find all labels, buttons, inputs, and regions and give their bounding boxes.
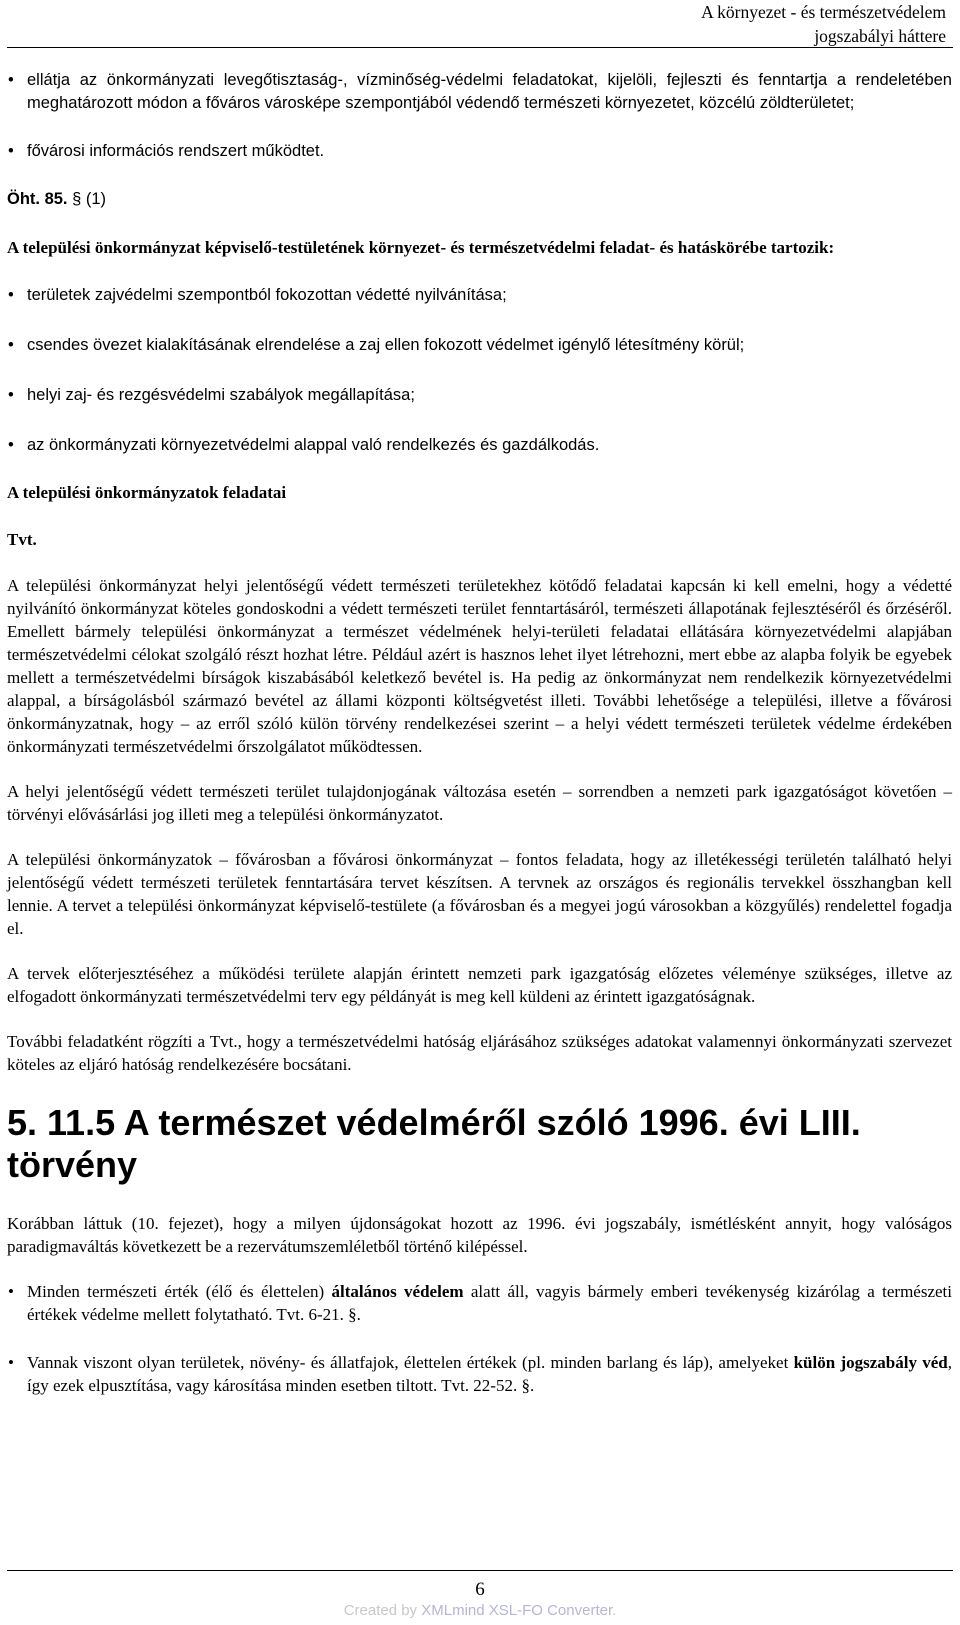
page-body (7, 69, 952, 1422)
section-list (7, 1280, 952, 1397)
list-item: • az önkormányzati környezetvédelmi alappal való rendelkezés és gazdálkodás. (7, 434, 952, 457)
body-paragraph: A tervek előterjesztéséhez a működési területe alapján érintett nemzeti park igazgatóság előzetes véleménye szükséges, illetve az elfogadott önkormányzati természetvédelmi terv egy példányát is meg kell küldeni az érintett igazgatóságnak. (7, 964, 952, 1006)
running-header (0, 0, 946, 48)
generator-credit-link[interactable]: XMLmind XSL-FO Converter (421, 1602, 613, 1619)
header-subtitle: jogszabályi háttere (814, 26, 946, 46)
body-paragraph: A települési önkormányzat helyi jelentőségű védett természeti területekhez kötődő feladatai kapcsán ki kell emelni, hogy a védetté nyilvánító önkormányzat köteles gondoskodni a védett természeti terület fenntartásáról, természeti állapotának fejlesztéséről és őrzéséről. Emellett bármely települési önkormányzat a természet védelmének helyi-területi feladatai ellátására környezetvédelmi alapjában természetvédelmi célokat szolgáló részt hozhat létre. Például azért is hasznos lehet ilyet létrehozni, mert ebbe az alapba folyik be egyebek mellett a természetvédelmi bírságok kiszabásából keletkező bevétel is. Ha pedig az önkormányzat nem rendelkezik környezetvédelmi alappal, a bírságolásból származó bevétel az állami központi költségvetést illeti. További lehetősége a települési, illetve a fővárosi önkormányzatnak, hogy – az erről szóló külön törvény rendelkezései szerint – a helyi védett természeti területek védelme érdekében önkormányzati természetvédelmi őrszolgálatot működtessen. (7, 576, 952, 756)
list-item: • fővárosi információs rendszert működtet. (7, 140, 952, 163)
competence-list (7, 284, 952, 457)
law-reference-label: Öht. 85. (7, 190, 68, 208)
law-reference-section: § (1) (67, 190, 107, 208)
list-item: • helyi zaj- és rezgésvédelmi szabályok megállapítása; (7, 384, 952, 407)
body-paragraph: A települési önkormányzatok – fővárosban a fővárosi önkormányzat – fontos feladata, hogy az illetékességi területén található helyi jelentőségű védett természeti területek fenntartására tervet készítsen. A tervnek az országos és regionális tervekkel összhangban kell lennie. A tervet a települési önkormányzat képviselő-testülete (a fővárosban és a megyei jogú városokban a közgyűlés) rendelettel fogadja el. (7, 850, 952, 938)
list-item: • csendes övezet kialakításának elrendelése a zaj ellen fokozott védelmet igénylő létesítmény körül; (7, 334, 952, 357)
law-reference-tvt: Tvt. (7, 530, 37, 549)
generator-credit: Created by XMLmind XSL-FO Converter. (343, 1602, 617, 1619)
list-item: • területek zajvédelmi szempontból fokozottan védetté nyilvánítása; (7, 284, 952, 307)
list-item: • Minden természeti érték (élő és élettelen) általános védelem alatt áll, vagyis bármely emberi tevékenység kizárólag a természeti értékek védelme mellett folytatható. Tvt. 6-21. §. (7, 1280, 952, 1326)
body-paragraph: A helyi jelentőségű védett természeti terület tulajdonjogának változása esetén – sorrendben a nemzeti park igazgatóságot követően – törvényi elővásárlási jog illeti meg a települési önkormányzatot. (7, 782, 952, 824)
body-paragraph: További feladatként rögzíti a Tvt., hogy a természetvédelmi hatóság eljárásához szükséges adatokat valamennyi önkormányzati szervezet köteles az eljáró hatóság rendelkezésére bocsátani. (7, 1032, 952, 1074)
intro-list (7, 69, 952, 163)
header-title: A környezet - és természetvédelem (701, 2, 946, 22)
emphasis: általános védelem (331, 1282, 464, 1301)
list-item: • ellátja az önkormányzati levegőtisztaság-, vízminőség-védelmi feladatokat, kijelöli, fejleszti és fenntartja a rendeletében meghatározott módon a főváros városképe szempontjából védendő természeti környezetet, közcélú zöldterületet; (7, 69, 952, 115)
footer-divider (7, 1570, 953, 1571)
section-intro: Korábban láttuk (10. fejezet), hogy a milyen újdonságokat hozott az 1996. évi jogszabály, ismétlésként annyit, hogy valóságos paradigmaváltás következett be a rezervátumszemléletből történő kilépéssel. (7, 1214, 952, 1256)
list-item: • Vannak viszont olyan területek, növény- és állatfajok, élettelen értékek (pl. minden barlang és láp), amelyeket külön jogszabály véd, így ezek elpusztítása, vagy károsítása minden esetben tiltott. Tvt. 22-52. §. (7, 1351, 952, 1397)
emphasis: külön jogszabály véd (793, 1353, 948, 1372)
page-number: 6 (475, 1579, 485, 1600)
subsection-heading: A települési önkormányzatok feladatai (7, 483, 287, 502)
header-divider (7, 47, 953, 48)
section-title: 5. 11.5 A természet védelméről szóló 1996. évi LIII. törvény (7, 1102, 861, 1185)
competence-heading: A települési önkormányzat képviselő-testületének környezet- és természetvédelmi feladat- és hatáskörébe tartozik: (7, 238, 835, 257)
law-reference (7, 188, 952, 211)
